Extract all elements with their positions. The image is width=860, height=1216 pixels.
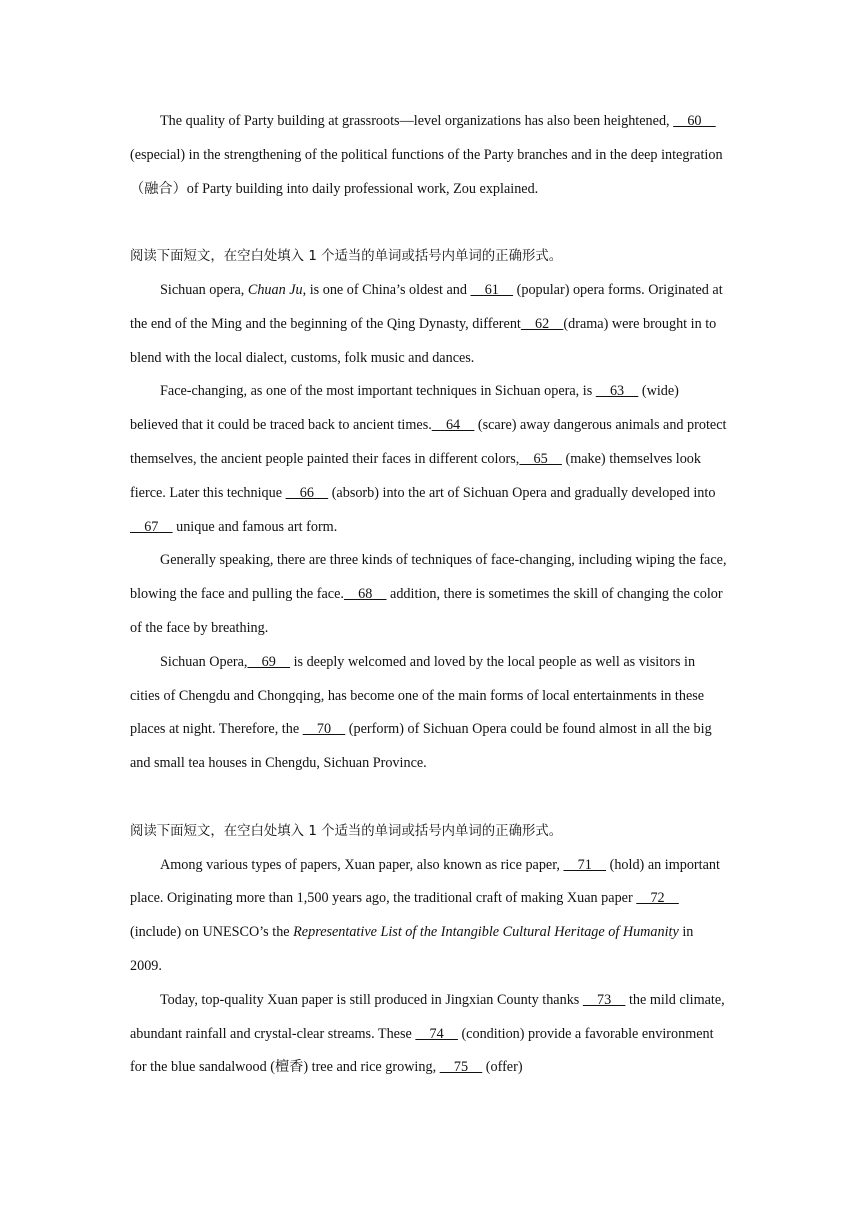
- text: (wide) believed that it could be traced back to ancient times.: [130, 383, 679, 434]
- italic-title: Representative List of the Intangible Cultural Heritage of Humanity: [293, 924, 679, 941]
- passage-b-paragraph-3: [130, 544, 728, 645]
- text: Generally speaking, there are three kinds of techniques of face-changing, including wiping the face, blowing the face and pulling the face.: [130, 552, 727, 603]
- text: Among various types of papers, Xuan paper, also known as rice paper,: [160, 856, 564, 873]
- blank-75[interactable]: 75: [439, 1059, 483, 1076]
- text: (especial) in the strengthening of the political functions of the Party branches and in the deep integration（融合）of Party building into daily professional work, Zou explained.: [130, 146, 723, 197]
- section-spacer: [130, 781, 728, 815]
- text: (scare) away dangerous animals and protect themselves, the ancient people painted their faces in different colors,: [130, 417, 727, 467]
- text: (popular) opera forms. Originated at the end of the Ming and the beginning of the Qing Dynasty, different: [130, 281, 723, 332]
- blank-60[interactable]: 60: [673, 113, 716, 129]
- text: the mild climate, abundant rainfall and crystal-clear streams. These: [130, 991, 725, 1042]
- blank-66[interactable]: 66: [285, 484, 329, 501]
- text: Sichuan opera,: [160, 281, 248, 298]
- blank-74[interactable]: 74: [415, 1025, 458, 1042]
- text: Face-changing, as one of the most important techniques in Sichuan opera, is: [160, 383, 596, 400]
- blank-72[interactable]: 72: [636, 890, 679, 907]
- passage-a-paragraph-1: [130, 105, 728, 206]
- blank-68[interactable]: 68: [343, 586, 387, 603]
- blank-67[interactable]: 67: [130, 518, 173, 535]
- blank-70[interactable]: 70: [302, 721, 346, 738]
- text: (condition) provide a favorable environment for the blue sandalwood (檀香) tree and rice growing,: [130, 1025, 714, 1076]
- text: is deeply welcomed and loved by the local people as well as visitors in cities of Chengdu and Chongqing, has become one of the main forms of local entertainments in these places at night. Therefore, the: [130, 653, 705, 738]
- passage-c-instruction: 阅读下面短文，在空白处填入 1 个适当的单词或括号内单词的正确形式。: [130, 823, 563, 839]
- passage-b-paragraph-4: [130, 646, 728, 781]
- text: (include) on UNESCO’s the: [130, 924, 294, 941]
- text: (absorb) into the art of Sichuan Opera and gradually developed into: [328, 484, 716, 501]
- text: Today, top-quality Xuan paper is still produced in Jingxian County thanks: [160, 991, 583, 1008]
- text: Sichuan Opera,: [160, 653, 248, 670]
- text: addition, there is sometimes the skill of changing the color of the face by breathing.: [130, 586, 723, 636]
- text: (hold) an important place. Originating more than 1,500 years ago, the traditional craft of making Xuan paper: [130, 856, 720, 907]
- blank-63[interactable]: 63: [595, 383, 639, 400]
- blank-73[interactable]: 73: [582, 991, 626, 1008]
- text: The quality of Party building at grassroots—level organizations has also been heightened,: [160, 113, 674, 129]
- blank-71[interactable]: 71: [563, 856, 607, 873]
- text: (perform) of Sichuan Opera could be found almost in all the big and small tea houses in Chengdu, Sichuan Province.: [130, 721, 712, 772]
- text: in 2009.: [130, 924, 694, 974]
- text: , is one of China’s oldest and: [302, 281, 471, 298]
- passage-b-instruction: 阅读下面短文，在空白处填入 1 个适当的单词或括号内单词的正确形式。: [130, 249, 563, 265]
- text: (drama) were brought in to blend with the local dialect, customs, folk music and dances.: [130, 315, 717, 366]
- blank-61[interactable]: 61: [470, 281, 514, 298]
- section-spacer: [130, 206, 728, 240]
- text: (make) themselves look fierce. Later this technique: [130, 450, 701, 501]
- passage-b-paragraph-2: [130, 375, 728, 544]
- blank-62[interactable]: 62: [520, 315, 564, 332]
- document-content: [130, 105, 728, 1085]
- text: unique and famous art form.: [172, 518, 338, 535]
- blank-65[interactable]: 65: [519, 450, 562, 467]
- blank-69[interactable]: 69: [247, 653, 291, 670]
- passage-c-paragraph-1: [130, 849, 728, 984]
- blank-64[interactable]: 64: [431, 417, 475, 434]
- italic-term: Chuan Ju: [247, 281, 303, 298]
- passage-b-paragraph-1: [130, 274, 728, 375]
- text: (offer): [482, 1059, 523, 1076]
- passage-c-paragraph-2: [130, 984, 728, 1085]
